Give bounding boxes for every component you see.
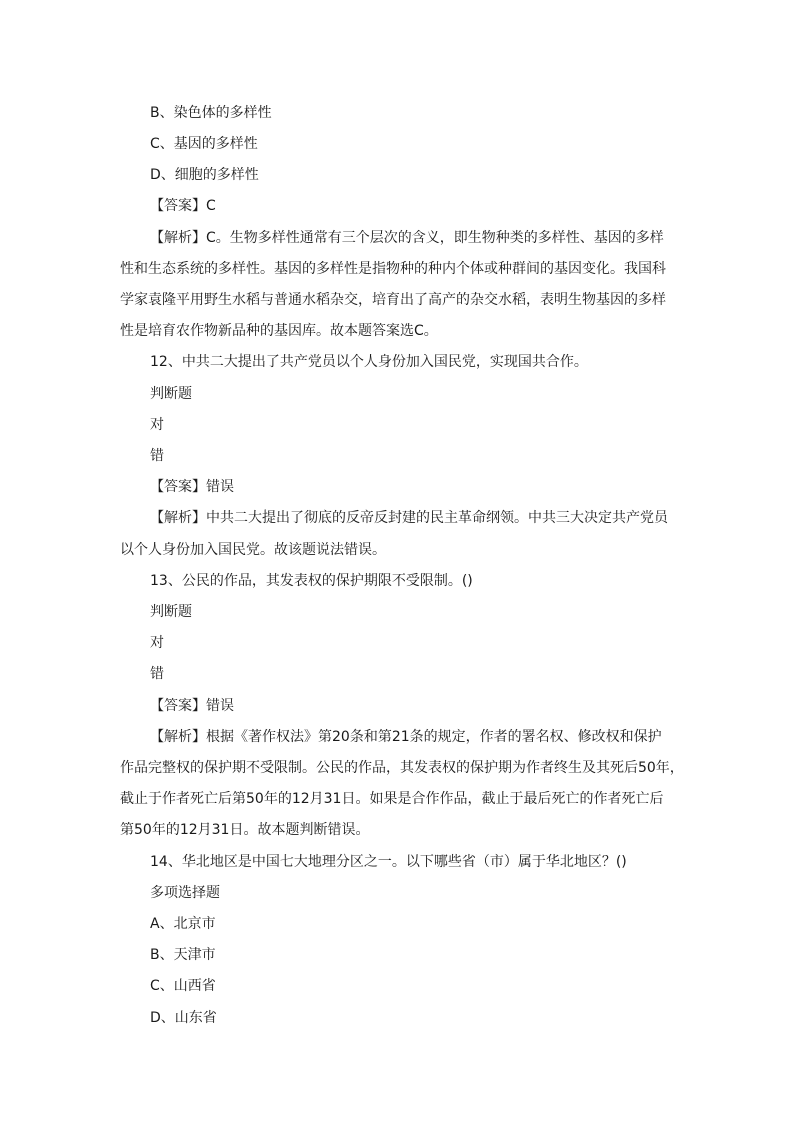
q12-option-true: 对 <box>150 417 164 433</box>
q11-analysis-line-4: 性是培育农作物新品种的基因库。故本题答案选C。 <box>120 323 438 339</box>
q13-option-false: 错 <box>150 666 164 682</box>
q14-option-d: D、山东省 <box>150 1010 217 1026</box>
q14-option-b: B、天津市 <box>150 947 216 963</box>
q11-analysis-line-3: 学家袁隆平用野生水稻与普通水稻杂交，培育出了高产的杂交水稻，表明生物基因的多样 <box>120 292 666 308</box>
q13-analysis-line-4: 第50年的12月31日。故本题判断错误。 <box>120 822 370 838</box>
q14-option-a: A、北京市 <box>150 916 216 932</box>
q12-option-false: 错 <box>150 448 164 464</box>
q11-analysis-line-2: 性和生态系统的多样性。基因的多样性是指物种的种内个体或种群间的基因变化。我国科 <box>120 261 666 277</box>
q12-analysis-line-2: 以个人身份加入国民党。故该题说法错误。 <box>120 542 386 558</box>
q13-analysis-line-3: 截止于作者死亡后第50年的12月31日。如果是合作作品，截止于最后死亡的作者死亡后 <box>120 791 664 807</box>
q11-option-c: C、基因的多样性 <box>150 136 258 152</box>
q12-answer: 【答案】错误 <box>150 479 234 495</box>
q13-option-true: 对 <box>150 635 164 651</box>
q12-stem: 12、中共二大提出了共产党员以个人身份加入国民党，实现国共合作。 <box>150 354 588 370</box>
q11-option-d: D、细胞的多样性 <box>150 167 259 183</box>
q11-answer: 【答案】C <box>150 198 216 214</box>
q13-answer: 【答案】错误 <box>150 698 234 714</box>
q14-stem: 14、华北地区是中国七大地理分区之一。以下哪些省（市）属于华北地区？() <box>150 854 627 870</box>
q14-option-c: C、山西省 <box>150 978 216 994</box>
q12-analysis-line-1: 【解析】中共二大提出了彻底的反帝反封建的民主革命纲领。中共三大决定共产党员 <box>150 510 668 526</box>
q13-analysis-line-1: 【解析】根据《著作权法》第20条和第21条的规定，作者的署名权、修改权和保护 <box>150 729 662 745</box>
q14-type: 多项选择题 <box>150 885 220 901</box>
q11-option-b: B、染色体的多样性 <box>150 105 272 121</box>
q11-analysis-line-1: 【解析】C。生物多样性通常有三个层次的含义，即生物种类的多样性、基因的多样 <box>150 230 664 246</box>
q12-type: 判断题 <box>150 386 192 402</box>
q13-stem: 13、公民的作品，其发表权的保护期限不受限制。() <box>150 573 473 589</box>
q13-analysis-line-2: 作品完整权的保护期不受限制。公民的作品，其发表权的保护期为作者终生及其死后50年， <box>120 760 684 776</box>
q13-type: 判断题 <box>150 604 192 620</box>
